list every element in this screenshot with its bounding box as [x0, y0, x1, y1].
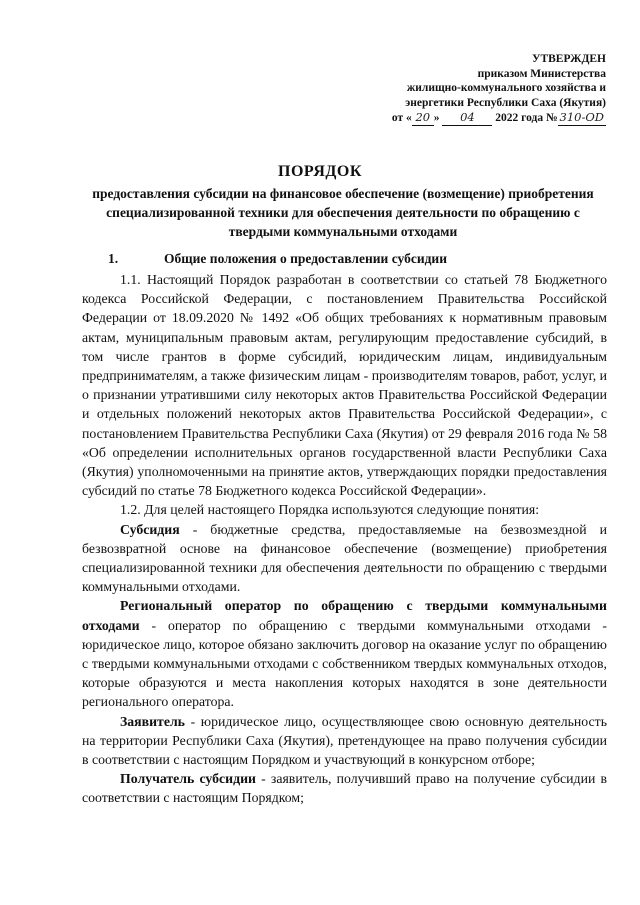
- definition-subsidy-text: - бюджетные средства, предоставляемые на безвозмездной и безвозвратной основе на финансовое обеспечение (возмещение) приобретения специализированной техники для обеспечения деятельности по обращению с твердыми коммунальными отходами.: [82, 521, 607, 595]
- approval-republic-line: энергетики Республики Саха (Якутия): [405, 96, 606, 109]
- handwritten-day: 20: [412, 110, 434, 126]
- approval-order-line: приказом Министерства: [477, 67, 606, 80]
- handwritten-order-number: 310-OD: [559, 110, 604, 124]
- definition-applicant-text: - юридическое лицо, осуществляющее свою основную деятельность на территории Республики Саха (Якутия), претендующее на право получения субсидии в соответствии с настоящим Порядком и участвующий в конкурсном отборе;: [82, 713, 607, 768]
- definition-recipient: [82, 769, 607, 807]
- paragraph-1-2: 1.2. Для целей настоящего Порядка используются следующие понятия:: [120, 502, 540, 518]
- date-prefix: от «: [391, 112, 412, 124]
- date-mid: »: [433, 112, 440, 124]
- term-operator: Региональный оператор по обращению с твердыми коммунальными отходами: [82, 598, 607, 633]
- section-number: 1.: [108, 251, 119, 266]
- document-body: [82, 270, 607, 808]
- handwritten-month: 04: [442, 110, 492, 126]
- section-heading: [108, 251, 447, 267]
- document-title: ПОРЯДОК: [278, 163, 362, 180]
- definition-operator: [82, 596, 607, 711]
- term-subsidy: Субсидия: [120, 521, 180, 537]
- term-recipient: Получатель субсидии: [120, 771, 256, 787]
- approval-stamp: [370, 52, 606, 126]
- document-subtitle: предоставления субсидии на финансовое обеспечение (возмещение) приобретения специализированной техники для обеспечения деятельности по обращению с твердыми коммунальными отходами: [92, 186, 594, 239]
- definition-applicant: [82, 712, 607, 770]
- definition-subsidy: [82, 520, 607, 597]
- section-title: Общие положения о предоставлении субсидии: [164, 251, 447, 266]
- paragraph-1-1: 1.1. Настоящий Порядок разработан в соответствии со статьей 78 Бюджетного кодекса Российской Федерации, с постановлением Правительства Российской Федерации от 18.09.2020 № 1492 «Об общих требованиях к нормативным правовым актам, муниципальным правовым актам, регулирующим предоставление субсидий, в том числе грантов в форме субсидий, юридическим лицам, индивидуальным предпринимателям, а также физическим лицам - производителям товаров, работ, услуг, и о признании утратившими силу некоторых актов Правительства Российской Федерации и отдельных положений некоторых актов Правительства Российской Федерации», с постановлением Правительства Республики Саха (Якутия) от 29 февраля 2016 года № 58 «Об определении исполнительных органов государственной власти Республики Саха (Якутия) уполномоченными на принятие актов, утверждающих порядки предоставления субсидий по статье 78 Бюджетного кодекса Российской Федерации».: [82, 272, 607, 499]
- definition-operator-text: - оператор по обращению с твердыми коммунальными отходами - юридическое лицо, которое обязано заключить договор на оказание услуг по обращению с твердыми коммунальными отходами с собственником твердых коммунальных отходов, которые образуются и места накопления которых находятся в зоне деятельности регионального оператора.: [82, 617, 607, 710]
- year-text: 2022 года №: [495, 112, 558, 124]
- term-applicant: Заявитель: [120, 713, 185, 729]
- approval-title: УТВЕРЖДЕН: [532, 53, 606, 65]
- definition-recipient-text: - заявитель, получивший право на получение субсидии в соответствии с настоящим Порядком;: [82, 771, 607, 806]
- approval-ministry-line: жилищно-коммунального хозяйства и: [406, 82, 606, 94]
- approval-date-line: [370, 110, 606, 126]
